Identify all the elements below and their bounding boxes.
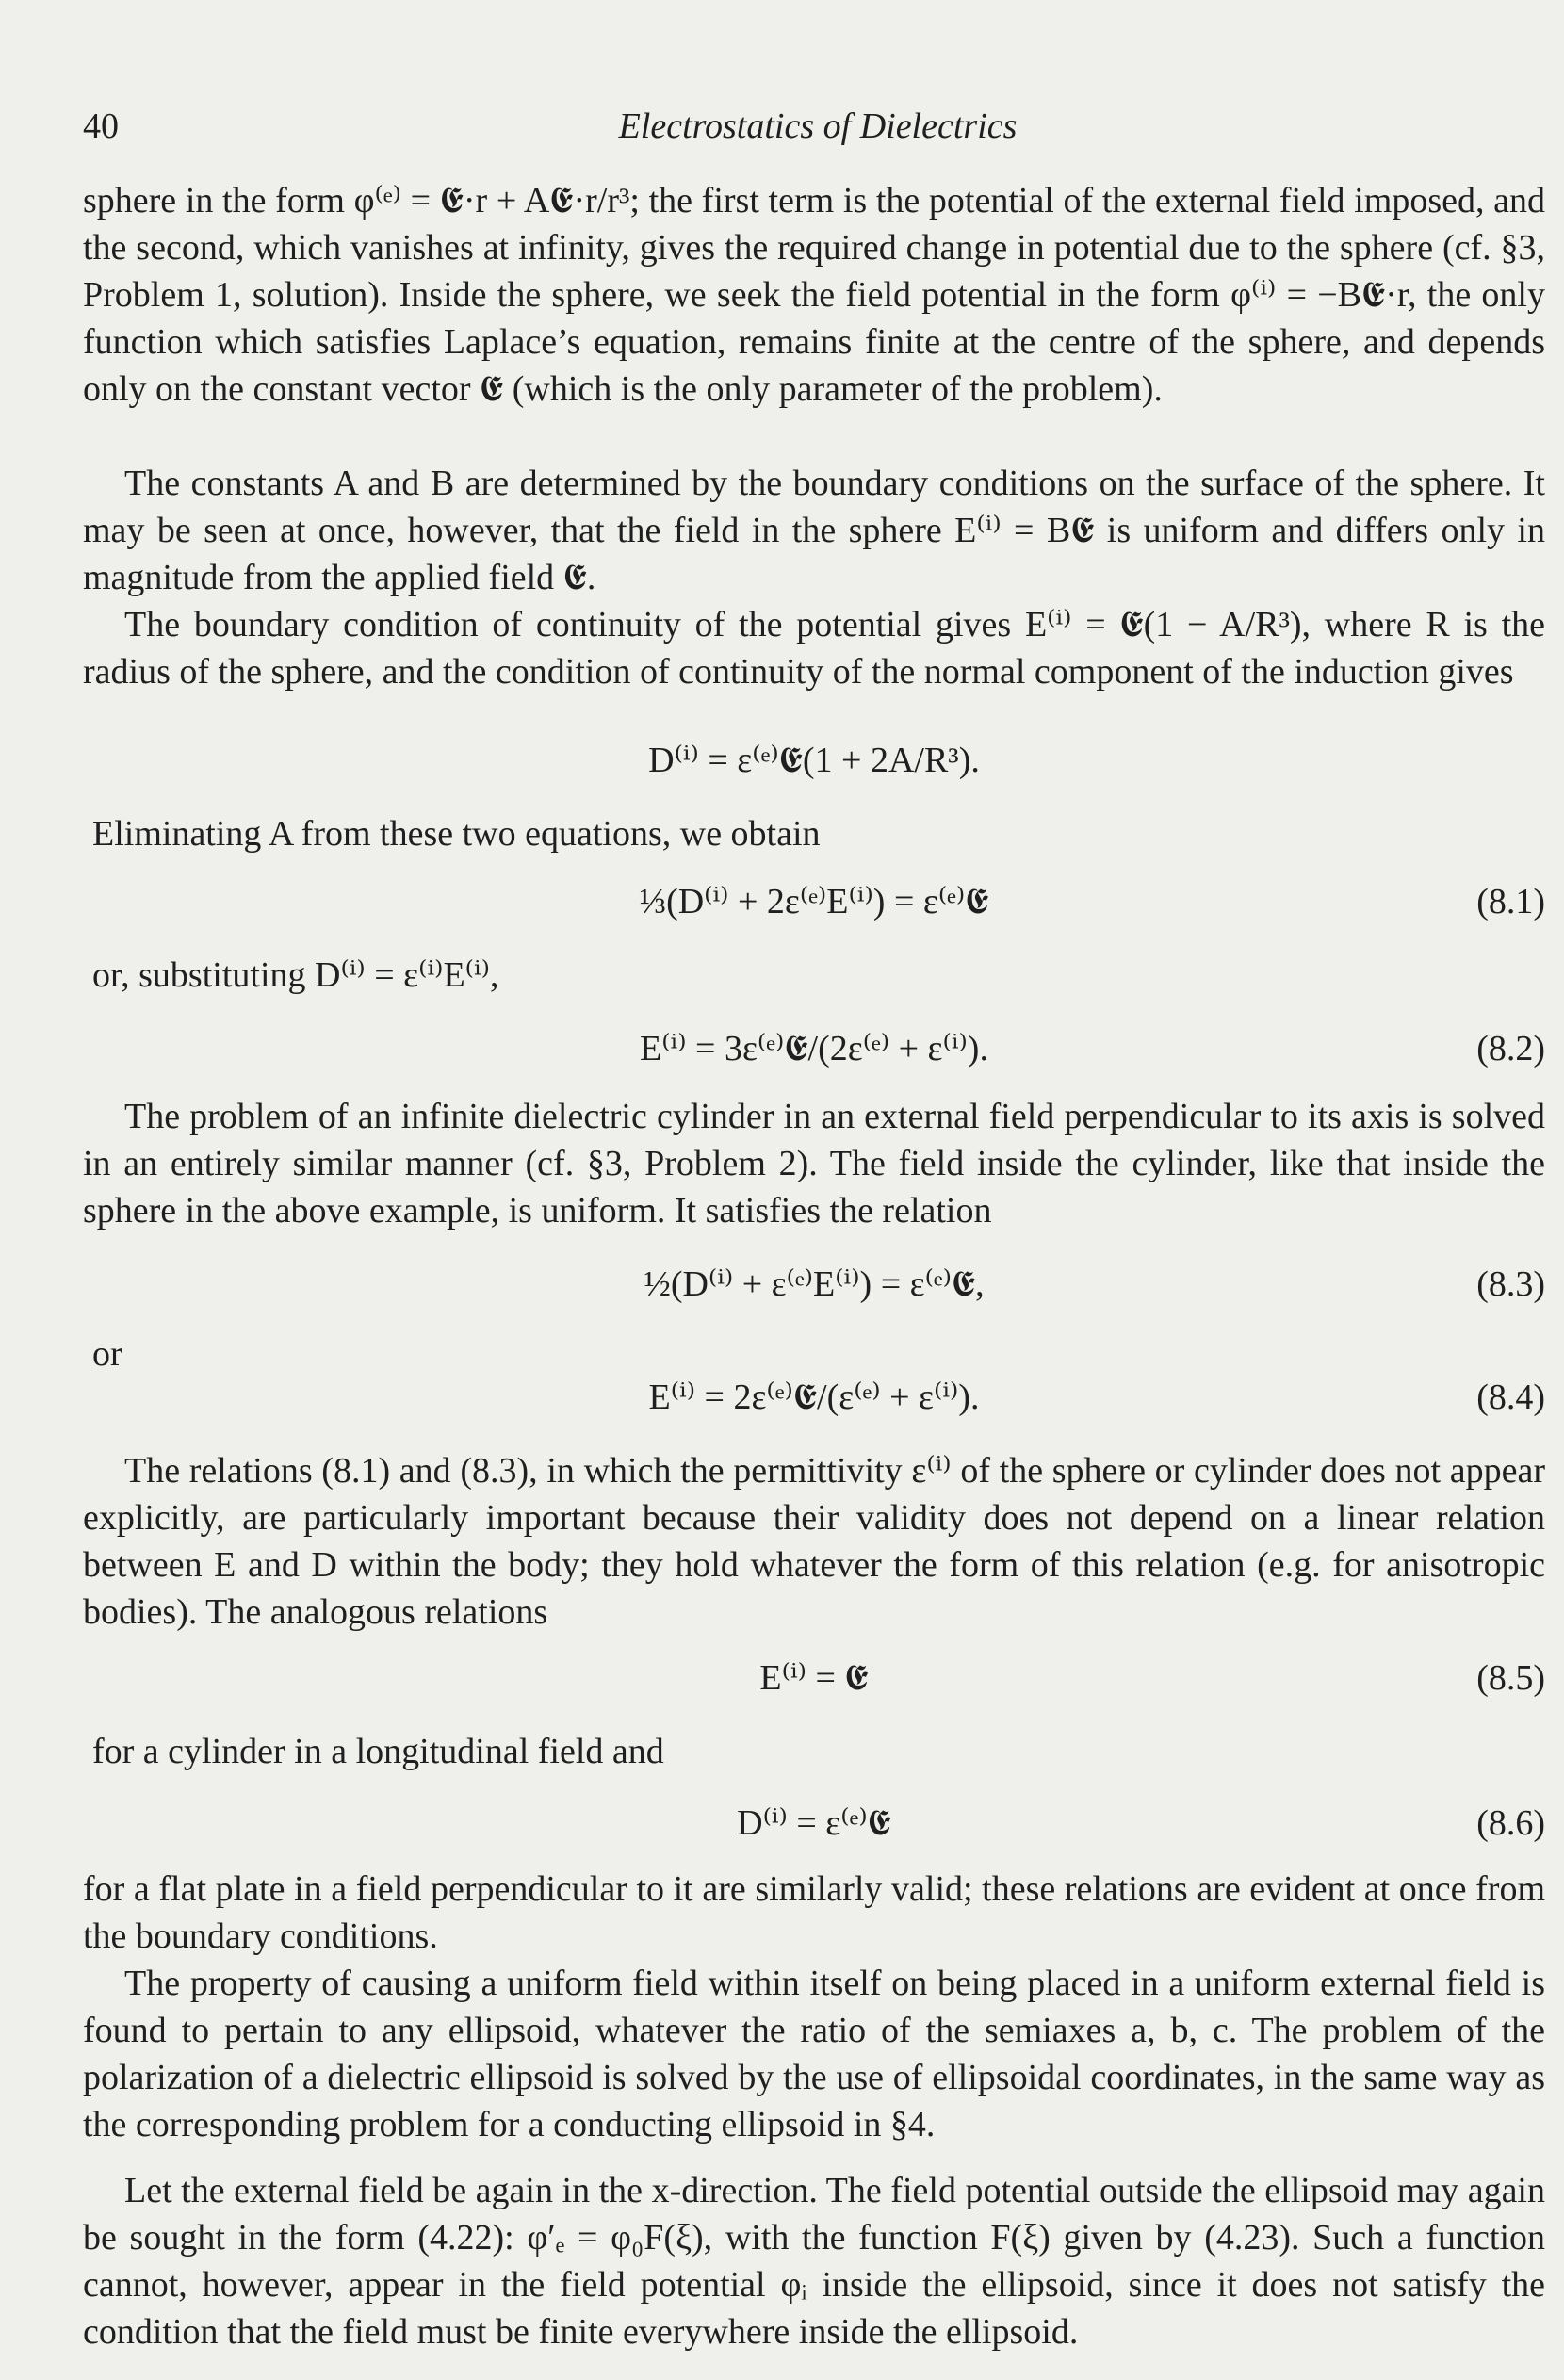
- paragraph-3: The boundary condition of continuity of the potential gives E⁽ⁱ⁾ = 𝕰(1 − A/R³), where R is the radius of the sphere, and the condition of continuity of the normal component of the induction gives: [83, 605, 1545, 692]
- equation-formula: D⁽ⁱ⁾ = ε⁽ᵉ⁾𝕰: [737, 1803, 891, 1843]
- equation-number: (8.5): [1476, 1658, 1545, 1698]
- equation-number: (8.3): [1476, 1264, 1545, 1304]
- equation-8-6: [83, 1800, 1545, 1847]
- running-title: Electrostatics of Dielectrics: [618, 106, 1018, 146]
- equation-8-4: [83, 1374, 1545, 1421]
- equation-number: (8.4): [1476, 1377, 1545, 1417]
- equation-number: (8.1): [1476, 882, 1545, 921]
- paragraph-2: The constants A and B are determined by the boundary conditions on the surface of the sphere. It may be seen at once, however, that the field in the sphere E⁽ⁱ⁾ = B𝕰 is uniform and differs only in magnitude from the applied field 𝕰.: [83, 464, 1545, 597]
- paragraph-1: sphere in the form φ⁽ᵉ⁾ = 𝕰·r + A𝕰·r/r³; the first term is the potential of the external field imposed, and the second, which vanishes at infinity, gives the required change in potential due to the sphere (cf. §3, Problem 1, solution). Inside the sphere, we seek the field potential in the form φ⁽ⁱ⁾ = −B𝕰·r, the only function which satisfies Laplace’s equation, remains finite at the centre of the sphere, and depends only on the constant vector 𝕰 (which is the only parameter of the problem).: [83, 181, 1545, 409]
- equation-formula: ⅓(D⁽ⁱ⁾ + 2ε⁽ᵉ⁾E⁽ⁱ⁾) = ε⁽ᵉ⁾𝕰: [639, 882, 989, 921]
- equation-formula: ½(D⁽ⁱ⁾ + ε⁽ᵉ⁾E⁽ⁱ⁾) = ε⁽ᵉ⁾𝕰,: [644, 1264, 985, 1304]
- page-header: [83, 106, 1553, 153]
- lead-in-cylinder: for a cylinder in a longitudinal field and: [92, 1732, 664, 1771]
- equation-8-2: [83, 1025, 1545, 1072]
- page-number: 40: [83, 106, 119, 146]
- equation-formula: E⁽ⁱ⁾ = 3ε⁽ᵉ⁾𝕰/(2ε⁽ᵉ⁾ + ε⁽ⁱ⁾).: [640, 1029, 988, 1068]
- lead-in-substituting: or, substituting D⁽ⁱ⁾ = ε⁽ⁱ⁾E⁽ⁱ⁾,: [92, 955, 499, 995]
- paragraph-7: The property of causing a uniform field within itself on being placed in a uniform external field is found to pertain to any ellipsoid, whatever the ratio of the semiaxes a, b, c. The problem of the polarization of a dielectric ellipsoid is solved by the use of ellipsoidal coordinates, in the same way as the corresponding problem for a conducting ellipsoid in §4.: [83, 1964, 1545, 2144]
- equation-8-5: [83, 1655, 1545, 1702]
- equation-formula: D⁽ⁱ⁾ = ε⁽ᵉ⁾𝕰(1 + 2A/R³).: [648, 741, 980, 780]
- lead-in-eliminating: Eliminating A from these two equations, we obtain: [92, 814, 821, 854]
- equation-formula: E⁽ⁱ⁾ = 2ε⁽ᵉ⁾𝕰/(ε⁽ᵉ⁾ + ε⁽ⁱ⁾).: [648, 1377, 980, 1417]
- paragraph-4: The problem of an infinite dielectric cylinder in an external field perpendicular to its axis is solved in an entirely similar manner (cf. §3, Problem 2). The field inside the cylinder, like that inside the sphere in the above example, is uniform. It satisfies the relation: [83, 1097, 1545, 1231]
- equation-formula: E⁽ⁱ⁾ = 𝕰: [759, 1658, 869, 1698]
- equation-8-1: [83, 878, 1545, 925]
- equation-unnumbered: [83, 737, 1545, 784]
- equation-8-3: [83, 1261, 1545, 1308]
- lead-in-or: or: [92, 1334, 122, 1374]
- paragraph-5: The relations (8.1) and (8.3), in which the permittivity ε⁽ⁱ⁾ of the sphere or cylinder does not appear explicitly, are particularly important because their validity does not depend on a linear relation between E and D within the body; they hold whatever the form of this relation (e.g. for anisotropic bodies). The analogous relations: [83, 1451, 1545, 1632]
- equation-number: (8.6): [1476, 1803, 1545, 1843]
- paragraph-6: for a flat plate in a field perpendicular to it are similarly valid; these relations are evident at once from the boundary conditions.: [83, 1869, 1545, 1956]
- equation-number: (8.2): [1476, 1029, 1545, 1068]
- paragraph-8: Let the external field be again in the x-direction. The field potential outside the ellipsoid may again be sought in the form (4.22): φ′ₑ = φ₀F(ξ), with the function F(ξ) given by (4.23). Such a function cannot, however, appear in the field potential φᵢ inside the ellipsoid, since it does not satisfy the condition that the field must be finite everywhere inside the ellipsoid.: [83, 2171, 1545, 2352]
